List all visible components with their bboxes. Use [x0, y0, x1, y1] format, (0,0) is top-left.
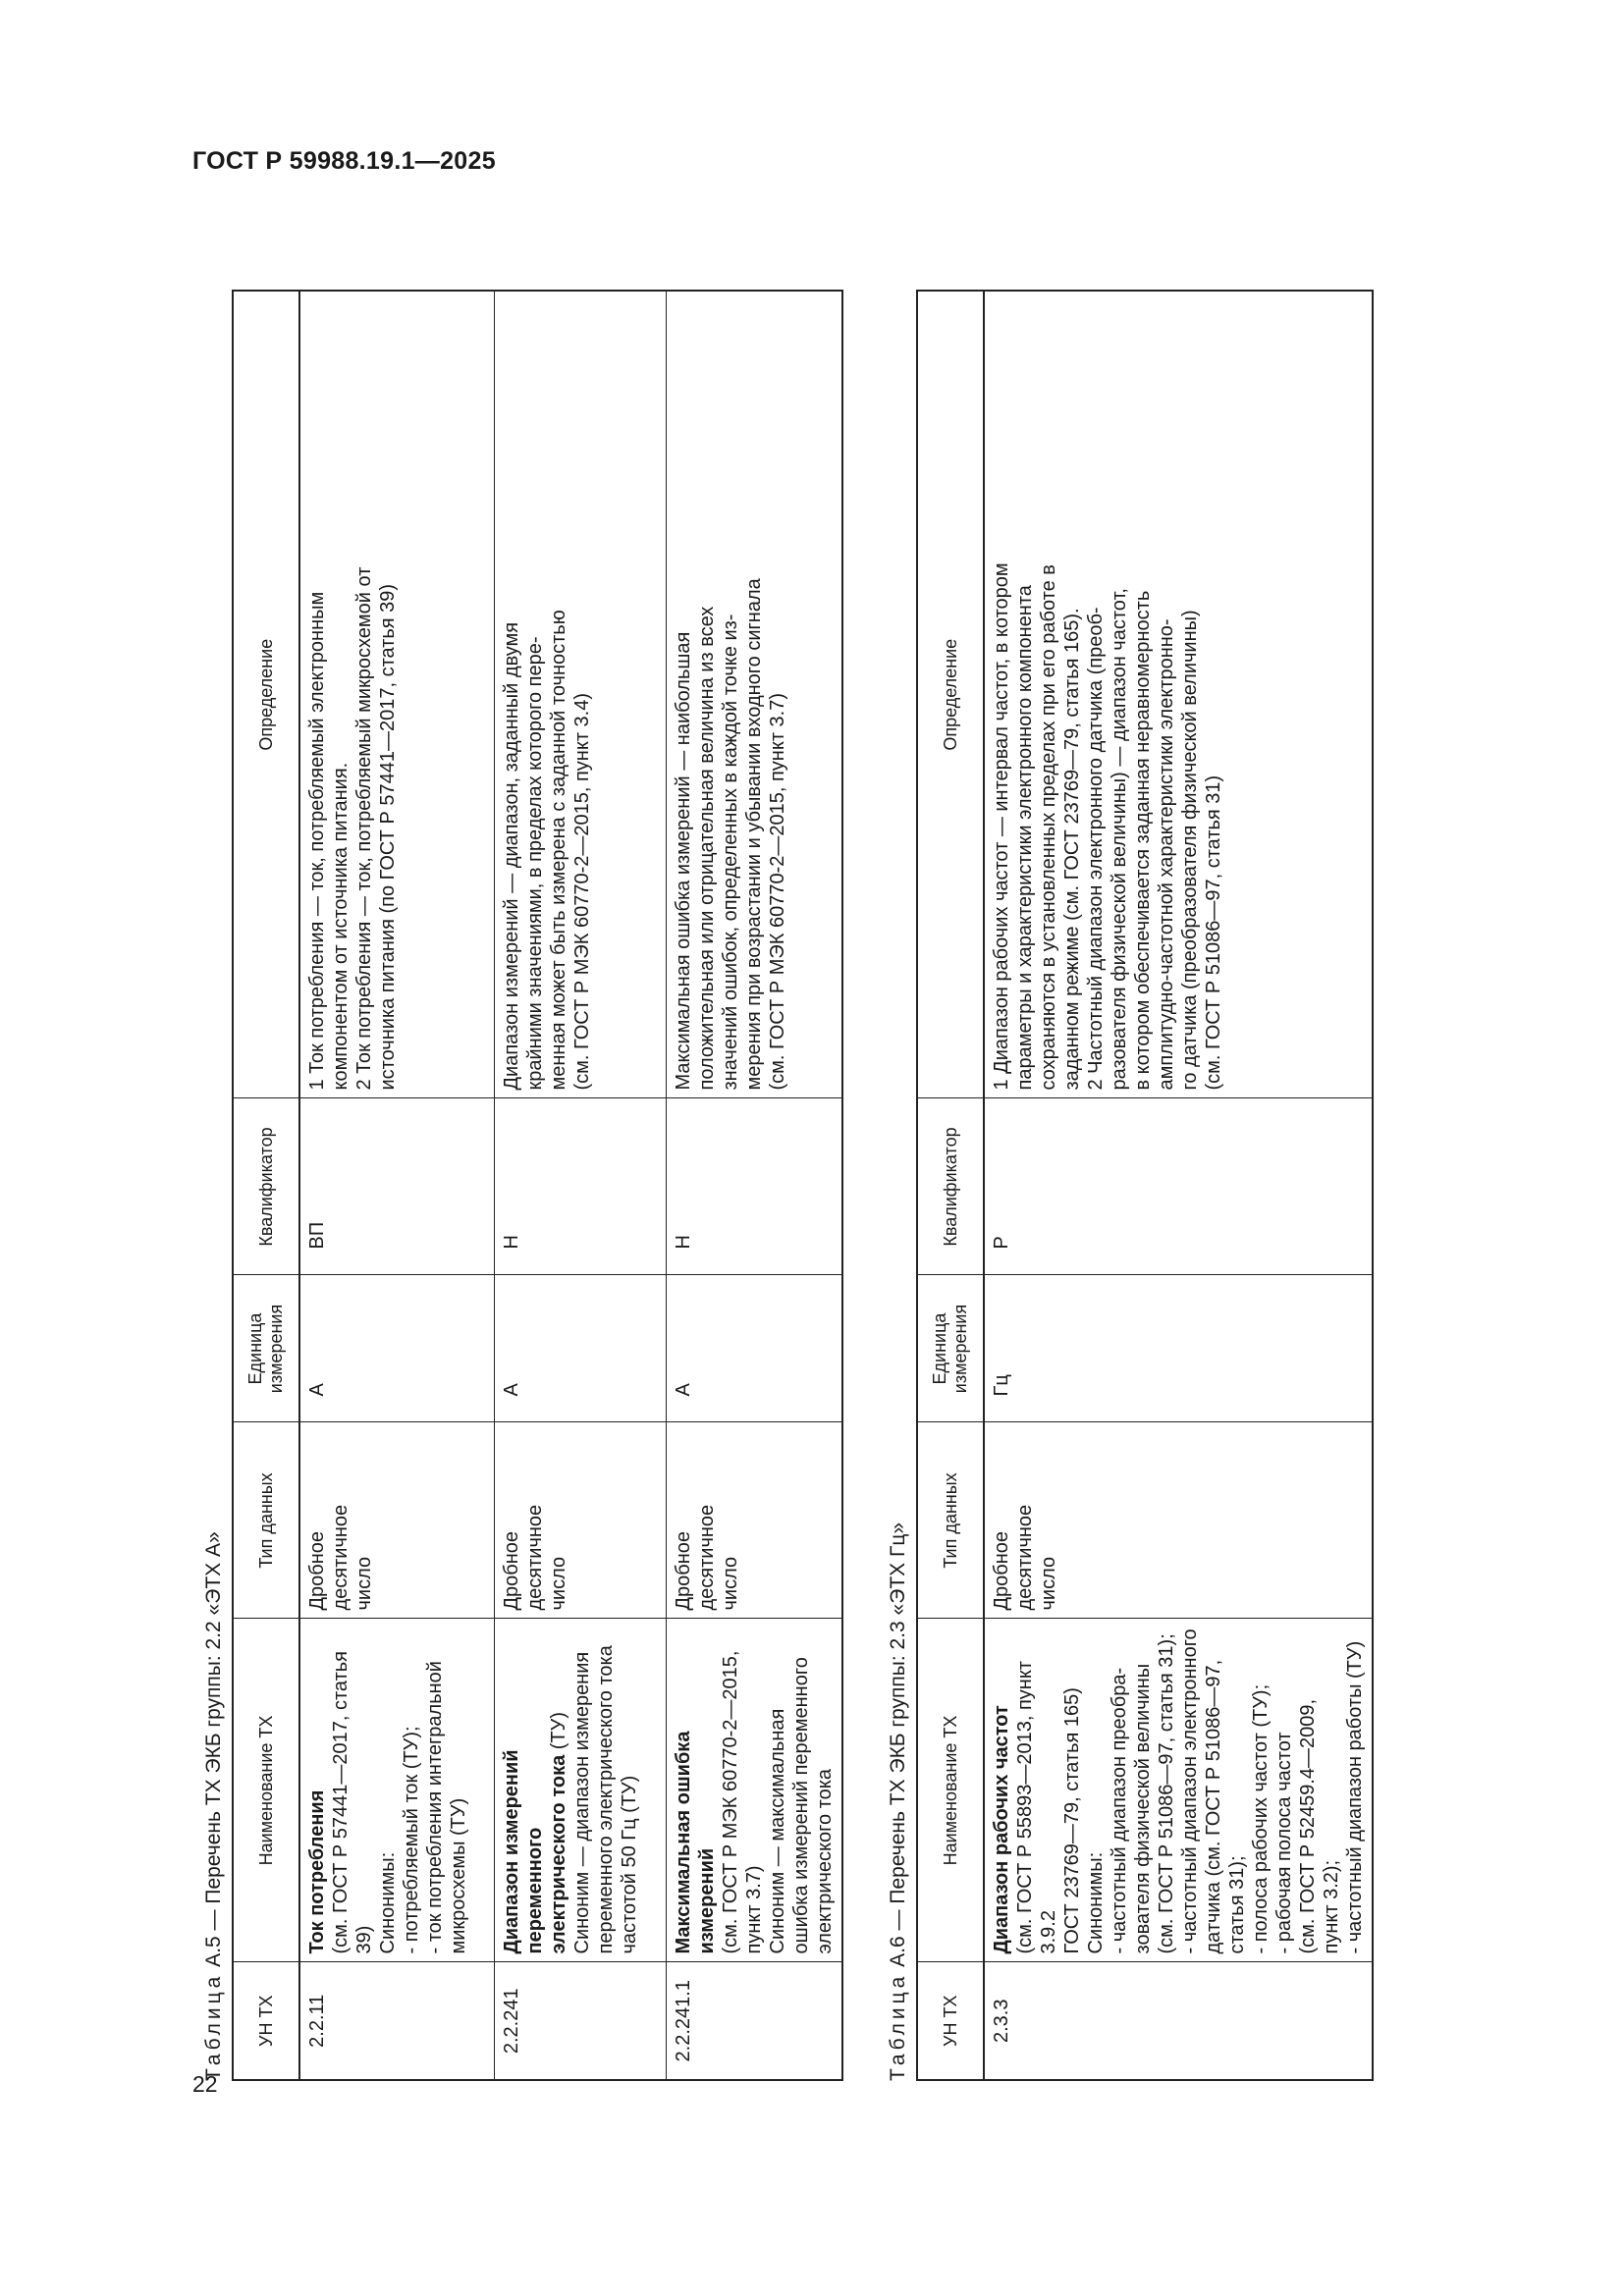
cell-definition — [299, 291, 494, 1098]
name-line: зователя физической величины — [1132, 1663, 1154, 1954]
name-line: - частотный диапазон электронного — [1179, 1629, 1201, 1954]
name-line: датчика (см. ГОСТ Р 51086—97, — [1203, 1659, 1224, 1954]
cell-type — [984, 1422, 1373, 1619]
def-line: компонентом от источника питания. — [330, 762, 352, 1091]
cell-type — [299, 1422, 494, 1619]
cell-name — [666, 1619, 842, 1962]
caption-label: Таблица — [202, 1972, 225, 2081]
page-number: 22 — [192, 2071, 218, 2097]
header-type: Тип данных — [233, 1422, 299, 1619]
caption-label: Таблица — [887, 1972, 909, 2081]
cell-name — [494, 1619, 666, 1962]
term-name: Ток потребления — [306, 1789, 328, 1954]
header-unit — [917, 1275, 984, 1422]
cell-un: 2.2.241 — [494, 1962, 666, 2080]
def-line: 1 Ток потребления — ток, потребляемый электронным — [306, 591, 328, 1091]
name-line: Синоним — диапазон измерения — [570, 1651, 593, 1954]
name-line: ошибка измерений переменного — [789, 1657, 812, 1954]
header-type: Тип данных — [917, 1422, 984, 1619]
def-line: 2 Частотный диапазон электронного датчика (преоб- — [1085, 607, 1107, 1091]
header-unit — [233, 1275, 299, 1422]
name-line: (см. ГОСТ Р 57441—2017, статья 39) — [330, 1651, 375, 1954]
name-line: (см. ГОСТ Р 52459.4—2009, — [1297, 1698, 1319, 1954]
table-header-row — [917, 291, 984, 2080]
cell-qualifier: ВП — [299, 1098, 494, 1275]
table-a5 — [232, 290, 843, 2081]
type-line: десятичное — [523, 1504, 546, 1611]
def-line: амплитудно-частотной характеристики электронно- — [1156, 618, 1177, 1091]
rotated-landscape-content — [192, 236, 1410, 2081]
cell-qualifier: Р — [984, 1098, 1373, 1275]
term-name: Диапазон рабочих частот — [991, 1705, 1012, 1954]
name-line: (см. ГОСТ Р 55893—2013, пункт 3.9.2 — [1014, 1661, 1059, 1954]
term-name: Максимальная ошибка измерений — [672, 1731, 718, 1954]
term-name: Диапазон измерений переменного — [500, 1749, 546, 1954]
def-line: положительная или отрицательная величина из всех — [695, 606, 718, 1091]
table-row — [494, 291, 666, 2080]
name-line: - частотный диапазон преобра- — [1109, 1667, 1130, 1954]
table-row — [984, 291, 1373, 2080]
type-line: число — [719, 1556, 741, 1611]
header-qualifier: Квалификатор — [917, 1098, 984, 1275]
type-line: десятичное — [1014, 1504, 1036, 1611]
table-a6 — [916, 290, 1374, 2081]
name-line: пункт 3.2); — [1321, 1859, 1342, 1954]
term-name: электрического тока — [547, 1754, 569, 1954]
name-line: Синоним — максимальная — [766, 1708, 788, 1954]
table-row — [666, 291, 842, 2080]
cell-qualifier: Н — [494, 1098, 666, 1275]
type-line: десятичное — [330, 1504, 352, 1611]
type-line: Дробное — [306, 1530, 328, 1611]
table-a5-caption — [202, 1531, 226, 2081]
cell-type — [494, 1422, 666, 1619]
def-line: значений ошибок, определенных в каждой точке из- — [719, 614, 741, 1091]
cell-type — [666, 1422, 842, 1619]
name-line: (см. ГОСТ Р МЭК 60770-2—2015, — [719, 1650, 741, 1954]
type-line: число — [547, 1556, 569, 1611]
cell-unit: А — [299, 1275, 494, 1422]
header-un: УН ТХ — [917, 1962, 984, 2080]
def-line: 1 Диапазон рабочих частот — интервал частот, в котором — [991, 562, 1012, 1091]
type-line: число — [1038, 1556, 1059, 1611]
type-line: десятичное — [695, 1504, 718, 1611]
caption-text: А.5 — Перечень ТХ ЭКБ группы: 2.2 «ЭТХ А» — [202, 1531, 225, 1967]
name-line: микросхемы (ТУ) — [448, 1797, 469, 1954]
type-line: Дробное — [500, 1530, 522, 1611]
term-source: (ТУ) — [547, 1711, 569, 1755]
cell-definition — [984, 291, 1373, 1098]
cell-definition — [494, 291, 666, 1098]
cell-un: 2.3.3 — [984, 1962, 1373, 2080]
table-header-row — [233, 291, 299, 2080]
cell-unit: А — [666, 1275, 842, 1422]
def-line: го датчика (преобразователя физической величины) — [1179, 610, 1201, 1091]
name-line: - потребляемый ток (ТУ); — [401, 1726, 422, 1954]
name-line: статья 31); — [1226, 1855, 1248, 1954]
def-line: заданном режиме (см. ГОСТ 23769—79, статья 165). — [1061, 608, 1083, 1091]
cell-unit: А — [494, 1275, 666, 1422]
type-line: Дробное — [991, 1530, 1012, 1611]
name-line: пункт 3.7) — [742, 1865, 765, 1954]
header-definition: Определение — [233, 291, 299, 1098]
def-line: (см. ГОСТ Р МЭК 60770-2—2015, пункт 3.4) — [570, 692, 593, 1091]
header-unit-line1: Единица — [930, 1312, 949, 1385]
table-a6-caption — [887, 1522, 910, 2081]
cell-name — [984, 1619, 1373, 1962]
header-unit-line2: измерения — [266, 1304, 286, 1394]
header-name: Наименование ТХ — [917, 1619, 984, 1962]
def-line: разователя физической величины) — диапазон частот, — [1109, 588, 1130, 1091]
def-line: в котором обеспечивается заданная неравномерность — [1132, 590, 1154, 1091]
def-line: Максимальная ошибка измерений — наибольшая — [672, 631, 694, 1091]
type-line: число — [353, 1556, 375, 1611]
cell-un: 2.2.11 — [299, 1962, 494, 2080]
header-qualifier: Квалификатор — [233, 1098, 299, 1275]
def-line: 2 Ток потребления — ток, потребляемый микросхемой от — [353, 566, 375, 1091]
document-header: ГОСТ Р 59988.19.1—2025 — [192, 147, 496, 175]
name-line: - ток потребления интегральной — [424, 1661, 446, 1954]
name-line: - частотный диапазон работы (ТУ) — [1344, 1640, 1366, 1954]
name-line: - рабочая полоса частот — [1273, 1732, 1295, 1954]
name-line: ГОСТ 23769—79, статья 165) — [1061, 1687, 1083, 1954]
def-line: параметры и характеристики электронного компонента — [1014, 585, 1036, 1091]
def-line: мерения при возрастании и убывании входного сигнала — [742, 578, 765, 1091]
cell-un: 2.2.241.1 — [666, 1962, 842, 2080]
def-line: менная может быть измерена с заданной точностью — [547, 610, 569, 1091]
header-name: Наименование ТХ — [233, 1619, 299, 1962]
name-line: переменного электрического тока — [594, 1645, 617, 1954]
name-line: Синонимы: — [1085, 1851, 1107, 1954]
def-line: (см. ГОСТ Р МЭК 60770-2—2015, пункт 3.7) — [766, 692, 788, 1091]
def-line: крайними значениями, в пределах которого пере- — [523, 636, 546, 1091]
caption-text: А.6 — Перечень ТХ ЭКБ группы: 2.3 «ЭТХ Гц» — [887, 1522, 909, 1967]
def-line: сохраняются в установленных пределах при его работе в — [1038, 564, 1059, 1091]
table-row — [299, 291, 494, 2080]
cell-qualifier: Н — [666, 1098, 842, 1275]
def-line: Диапазон измерений — диапазон, заданный двумя — [500, 621, 522, 1091]
def-line: источника питания (по ГОСТ Р 57441—2017, статья 39) — [377, 583, 399, 1091]
name-line: Синонимы: — [377, 1851, 399, 1954]
name-line: - полоса рабочих частот (ТУ); — [1250, 1683, 1272, 1954]
cell-unit: Гц — [984, 1275, 1373, 1422]
header-un: УН ТХ — [233, 1962, 299, 2080]
def-line: (см. ГОСТ Р 51086—97, статья 31) — [1203, 774, 1224, 1091]
name-line: электрического тока — [813, 1768, 836, 1954]
cell-name — [299, 1619, 494, 1962]
header-unit-line2: измерения — [950, 1304, 970, 1394]
type-line: Дробное — [672, 1530, 694, 1611]
name-line: частотой 50 Гц (ТУ) — [618, 1775, 640, 1954]
header-unit-line1: Единица — [245, 1312, 265, 1385]
header-definition: Определение — [917, 291, 984, 1098]
cell-definition — [666, 291, 842, 1098]
name-line: (см. ГОСТ Р 51086—97, статья 31); — [1156, 1633, 1177, 1954]
